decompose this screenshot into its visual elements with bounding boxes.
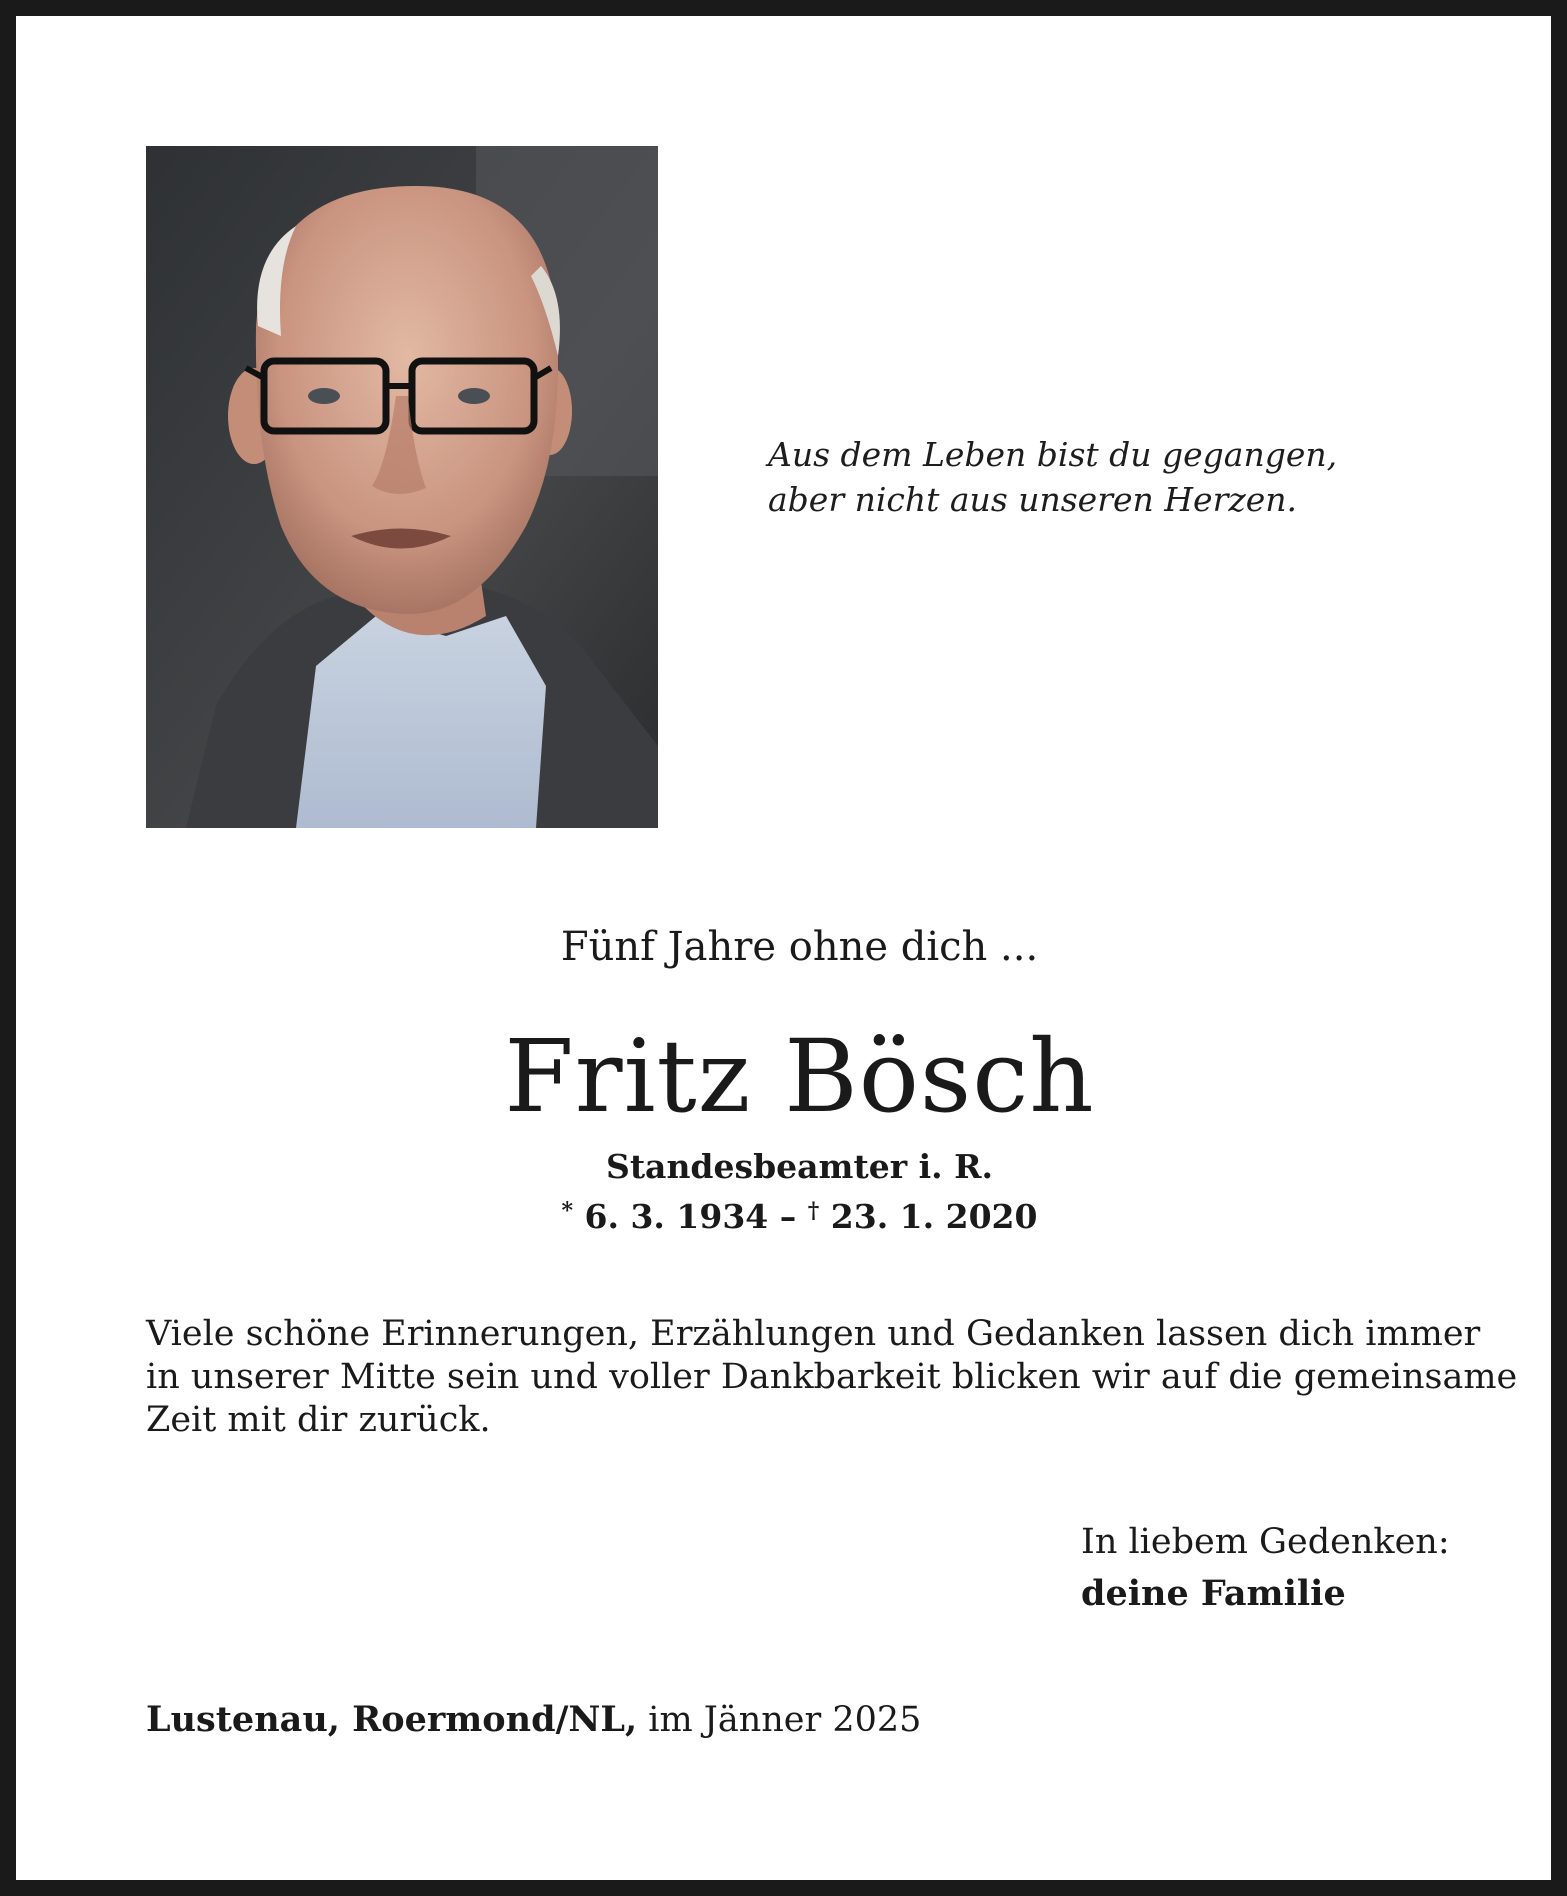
- death-symbol: †: [807, 1198, 820, 1224]
- closing-line: In liebem Gedenken:: [1081, 1522, 1450, 1562]
- memorial-line-3: Zeit mit dir zurück.: [146, 1400, 491, 1440]
- birth-date: 6. 3. 1934: [584, 1197, 769, 1236]
- verse-quote: [768, 432, 1488, 522]
- verse-line-2: aber nicht aus unseren Herzen.: [768, 480, 1297, 519]
- memorial-line-2: in unserer Mitte sein und voller Dankbarkeit blicken wir auf die gemeinsame: [146, 1357, 1518, 1397]
- life-dates: [16, 1190, 1567, 1238]
- deceased-title: Standesbeamter i. R.: [605, 1147, 993, 1186]
- portrait-photo: [146, 146, 658, 828]
- publication-date: im Jänner 2025: [648, 1700, 922, 1740]
- portrait-illustration: [146, 146, 658, 828]
- place-date-line: [146, 1696, 1346, 1744]
- deceased-name: Fritz Bösch: [504, 1018, 1095, 1135]
- place-names: Lustenau, Roermond/NL,: [146, 1699, 638, 1740]
- closing-signature: [1081, 1516, 1501, 1620]
- birth-symbol: *: [561, 1198, 574, 1224]
- memorial-text: [146, 1313, 1518, 1442]
- intro-text: Fünf Jahre ohne dich ...: [560, 924, 1039, 970]
- verse-line-1: Aus dem Leben bist du gegangen,: [768, 435, 1338, 474]
- family-signature: deine Familie: [1081, 1573, 1346, 1614]
- death-date: 23. 1. 2020: [830, 1197, 1038, 1236]
- date-separator: –: [779, 1197, 797, 1236]
- memorial-line-1: Viele schöne Erinnerungen, Erzählungen und Gedanken lassen dich immer: [146, 1314, 1481, 1354]
